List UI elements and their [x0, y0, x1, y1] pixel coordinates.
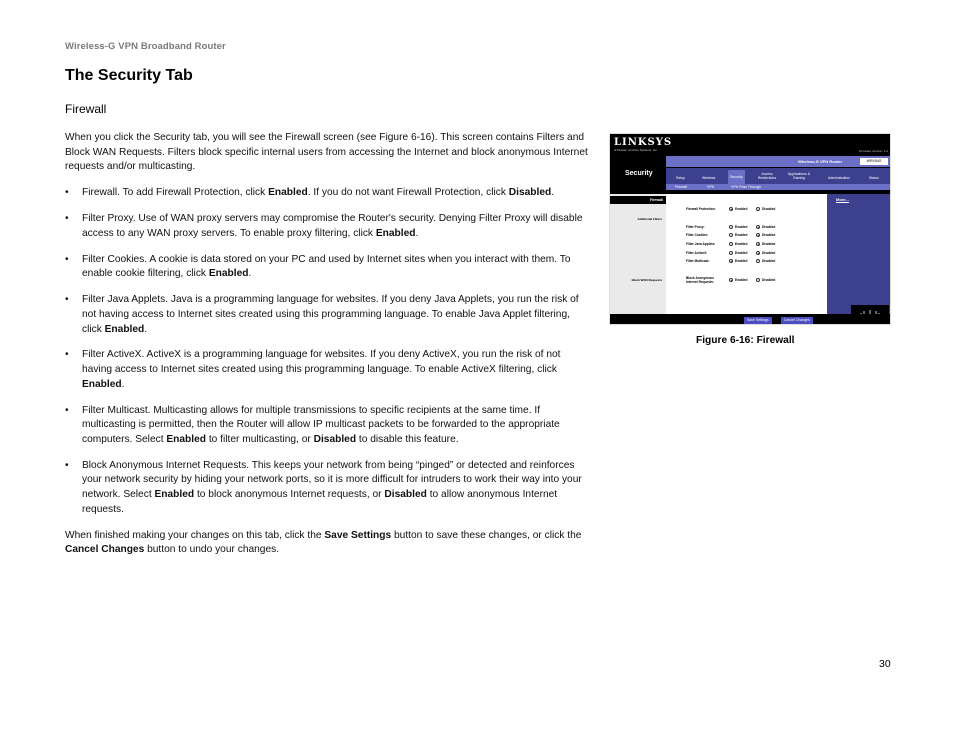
enabled-radio: [729, 225, 733, 229]
tab-applications-gaming: Applications & Gaming: [787, 172, 811, 180]
enabled-radio: [729, 278, 733, 282]
save-settings-button: Save Settings: [744, 317, 772, 324]
left-additional-filters: Additional Filters: [637, 217, 662, 221]
disabled-radio: [756, 251, 760, 255]
body-text: [65, 131, 590, 569]
bullet-firewall: • Firewall. To add Firewall Protection, click Enabled. If you do not want Firewall Protection, click Disabled.: [65, 186, 590, 201]
product-bar: [666, 156, 891, 167]
disabled-radio: [756, 225, 760, 229]
page-number: 30: [879, 658, 891, 670]
bullet-filter-cookies: • Filter Cookies. A cookie is data stored on your PC and used by Internet sites when you interact with them. To enable cookie filtering, click Enabled.: [65, 253, 590, 282]
tab-access-restrictions: Access Restrictions: [757, 172, 777, 180]
section-heading: Firewall: [65, 102, 107, 116]
form-row-label: Filter Multicast:: [686, 258, 710, 263]
bullet-list: [65, 186, 590, 517]
enabled-option-label: Enabled: [735, 224, 748, 229]
page-title: The Security Tab: [65, 67, 193, 84]
disabled-option-label: Disabled: [762, 224, 776, 229]
tab-security: Security: [728, 170, 745, 184]
figure-subtabs: [666, 184, 891, 190]
subtab-vpn-pass-through: VPN Pass Through: [731, 185, 761, 189]
tab-setup: Setup: [676, 176, 686, 180]
disabled-radio: [756, 242, 760, 246]
figure-caption: Figure 6-16: Firewall: [696, 335, 795, 346]
tab-status: Status: [869, 176, 879, 180]
subtab-vpn: VPN: [707, 185, 715, 189]
bullet-filter-java: • Filter Java Applets. Java is a programming language for websites. If you deny Java Applets, you run the risk of not having access to Internet sites created using this programming language. To enable Java Applet filtering, click Enabled.: [65, 293, 590, 337]
enabled-radio: [729, 251, 733, 255]
enabled-radio: [729, 207, 733, 211]
enabled-option-label: Enabled: [735, 232, 748, 237]
disabled-radio: [756, 207, 760, 211]
disabled-option-label: Disabled: [762, 277, 776, 282]
subtab-firewall: Firewall: [675, 185, 688, 189]
disabled-option-label: Disabled: [762, 206, 776, 211]
enabled-option-label: Enabled: [735, 206, 748, 211]
product-name: Wireless-G VPN Router: [798, 159, 843, 164]
figure-left-panel: [610, 194, 666, 314]
disabled-option-label: Disabled: [762, 258, 776, 263]
model-number: WRV54G: [860, 158, 888, 165]
linksys-logo: LINKSYS: [614, 137, 673, 148]
form-row-label: Filter Java Applets:: [686, 241, 716, 246]
figure-section-title: Security: [625, 170, 653, 177]
left-block-wan: Block WAN Requests: [631, 278, 662, 282]
enabled-radio: [729, 233, 733, 237]
enabled-radio: [729, 259, 733, 263]
form-row-label: Filter ActiveX:: [686, 250, 708, 255]
bullet-filter-proxy: • Filter Proxy. Use of WAN proxy servers may compromise the Router's security. Denying Filter Proxy will disable access to any WAN proxy servers. To enable proxy filtering, click Enabled.: [65, 212, 590, 241]
bullet-block-anonymous: • Block Anonymous Internet Requests. This keeps your network from being “pinged” or detected and reinforces your network security by hiding your network ports, so it is more difficult for intruders to work their way into your network. Select Enabled to block anonymous Internet requests, or Disabled to allow anonymous Internet requests.: [65, 459, 590, 517]
closing-paragraph: When finished making your changes on this tab, click the Save Settings button to save these changes, or click the Cancel Changes button to undo your changes.: [65, 529, 582, 556]
more-link: More...: [836, 197, 849, 202]
intro-paragraph: When you click the Security tab, you will see the Firewall screen (see Figure 6-16). This screen contains Filters and Block WAN Requests. Filters block specific internal users from accessing the Internet and block anonymous Internet requests and/or multicasting.: [65, 132, 588, 173]
form-row-label: Filter Proxy:: [686, 224, 705, 229]
form-row-label: Filter Cookies:: [686, 232, 709, 237]
figure-tabs-row: [666, 168, 891, 184]
firmware-version: Firmware Version: 1.0: [858, 149, 888, 153]
tab-administration: Administration: [828, 176, 851, 180]
disabled-option-label: Disabled: [762, 250, 776, 255]
enabled-option-label: Enabled: [735, 241, 748, 246]
firewall-screenshot-figure: [609, 133, 891, 325]
figure-help-sidebar: [827, 194, 891, 314]
bullet-filter-activex: • Filter ActiveX. ActiveX is a programming language for websites. If you deny ActiveX, you run the risk of not having access to Internet sites created using this programming language. To enable ActiveX filtering, click Enabled.: [65, 348, 590, 392]
form-row-label: Block Anonymous Internet Requests:: [686, 276, 714, 284]
disabled-radio: [756, 259, 760, 263]
bullet-filter-multicast: • Filter Multicast. Multicasting allows for multiple transmissions to specific recipients at the same time. If multicasting is permitted, then the Router will allow IP multicast packets to be forwarded to the appropriate computers. Select Enabled to filter multicasting, or Disabled to disable this feature.: [65, 404, 590, 448]
cancel-changes-button: Cancel Changes: [781, 317, 813, 324]
running-header: Wireless-G VPN Broadband Router: [65, 41, 226, 52]
tab-wireless: Wireless: [702, 176, 716, 180]
form-row-label: Firewall Protection:: [686, 206, 716, 211]
enabled-option-label: Enabled: [735, 258, 748, 263]
enabled-option-label: Enabled: [735, 250, 748, 255]
disabled-radio: [756, 233, 760, 237]
enabled-option-label: Enabled: [735, 277, 748, 282]
disabled-radio: [756, 278, 760, 282]
disabled-option-label: Disabled: [762, 232, 776, 237]
logo-subtitle: A Division of Cisco Systems, Inc.: [614, 148, 658, 152]
disabled-option-label: Disabled: [762, 241, 776, 246]
enabled-radio: [729, 242, 733, 246]
left-firewall-label: Firewall: [610, 196, 666, 204]
